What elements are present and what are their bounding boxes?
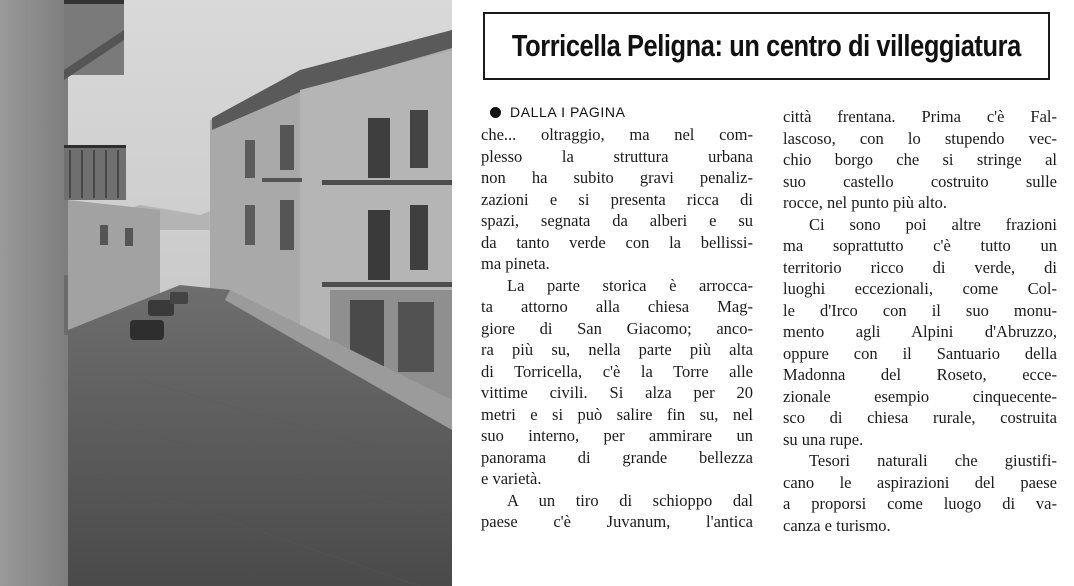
text-line: le d'Irco con il suo monu- [783,300,1057,320]
text-line: suo castello costruito sulle [783,171,1057,191]
text-line: Madonna del Roseto, ecce- [783,365,1057,384]
text-line: città frentana. Prima c'è Fal- [783,107,1057,126]
headline-box [483,12,1050,80]
text-line: plesso la struttura urbana [481,146,753,166]
text-line: Ci sono poi altre frazioni [809,214,1057,234]
text-line: sco di chiesa rurale, costruita [783,408,1057,427]
text-line: che... oltraggio, ma nel com- [481,125,753,144]
article-column-1 [481,124,753,533]
text-line: Tesori naturali che giustifi- [809,451,1057,470]
text-line: La parte storica è arrocca- [507,275,753,295]
text-line: su una rupe. [783,429,864,449]
text-line: ta attorno alla chiesa Mag- [481,297,753,316]
text-line: oppure con il Santuario della [783,343,1057,363]
text-line: metri e si può salire fin su, nel [481,404,753,424]
text-line: lascoso, con lo stupendo vec- [783,128,1057,148]
text-line: vittime civili. Si alza per 20 [481,383,753,402]
text-line: cano le aspirazioni del paese [783,472,1057,492]
text-line: ra più su, nella parte più alta [481,340,753,359]
text-line: panorama di grande bellezza [481,447,753,467]
text-line: giore di San Giacomo; anco- [481,318,753,338]
text-line: mento agli Alpini d'Abruzzo, [783,322,1057,341]
article-column-2 [783,106,1057,536]
article-headline: Torricella Peligna: un centro di villeggiatura [512,28,1021,63]
text-line: zionale esempio cinquecente- [783,386,1057,406]
text-line: luoghi eccezionali, come Col- [783,279,1057,298]
text-line: ma pineta. [481,254,550,273]
text-line: di Torricella, c'è la Torre alle [481,361,753,381]
kicker [490,104,626,120]
text-line: e varietà. [481,469,542,488]
text-line: A un tiro di schioppo dal [507,490,753,510]
text-line: non ha subito gravi penaliz- [481,168,753,187]
text-line: chio borgo che si stringe al [783,150,1057,169]
text-line: rocce, nel punto più alto. [783,193,948,212]
kicker-text: DALLA I PAGINA [510,104,626,120]
text-line: a proporsi come luogo di va- [783,494,1057,513]
text-line: suo interno, per ammirare un [481,426,753,445]
text-line: paese c'è Juvanum, l'antica [481,512,753,531]
text-line: territorio ricco di verde, di [783,257,1057,277]
street-photo [0,0,452,586]
bullet-icon [490,107,501,118]
text-line: zazioni e si presenta ricca di [481,189,753,209]
text-line: canza e turismo. [783,515,891,535]
text-line: da tanto verde con la bellissi- [481,232,753,252]
text-line: ma soprattutto c'è tutto un [783,236,1057,255]
text-line: spazi, segnata da alberi e su [481,211,753,230]
